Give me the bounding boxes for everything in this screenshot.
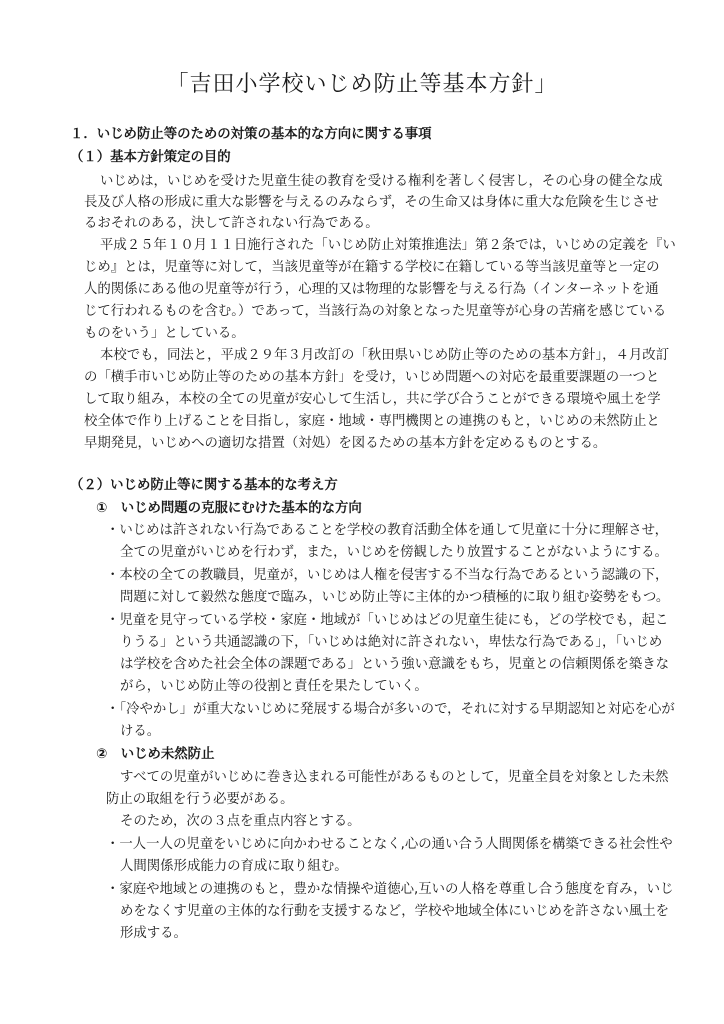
- bullet-line: ・児童を見守っている学校・家庭・地域が「いじめはどの児童生徒にも，どの学校でも，起こ: [106, 613, 669, 628]
- paragraph-line: 校全体で作り上げることを目指し，家庭・地域・専門機関との連携のもと，いじめの未然防止と: [84, 414, 660, 429]
- bullet-line: ・一人一人の児童をいじめに向かわせることなく,心の通い合う人間関係を構築できる社会性や: [106, 837, 673, 852]
- paragraph-line: の「横手市いじめ防止等のための基本方針」を受け，いじめ問題への対応を最重要課題の一つと: [84, 370, 660, 385]
- paragraph-line: るおそれのある，決して許されない行為である。: [84, 216, 379, 231]
- section-1-1-heading: （１）基本方針策定の目的: [70, 150, 231, 165]
- bullet-line: ・いじめは許されない行為であることを学校の教育活動全体を通して児童に十分に理解させ，: [106, 523, 669, 538]
- document-title: 「吉田小学校いじめ防止等基本方針」: [166, 72, 558, 97]
- paragraph-line: 長及び人格の形成に重大な影響を与えるのみならず，その生命又は身体に重大な危険を生じさせ: [84, 195, 659, 210]
- paragraph-line: そのため，次の３点を重点内容とする。: [120, 814, 361, 829]
- item-1-heading: ① いじめ問題の克服にむけた基本的な方向: [96, 501, 362, 516]
- section-1-heading: １．いじめ防止等のための対策の基本的な方向に関する事項: [70, 127, 432, 142]
- bullet-line: ける。: [120, 724, 161, 739]
- paragraph-line: 人的関係にある他の児童等が行う，心理的又は物理的な影響を与える行為（インターネットを通: [84, 282, 659, 297]
- bullet-line: ・本校の全ての教職員，児童が，いじめは人権を侵害する不当な行為であるという認識の下，: [106, 568, 669, 583]
- paragraph-line: すべての児童がいじめに巻き込まれる可能性があるものとして，児童全員を対象とした未然: [120, 770, 669, 785]
- paragraph-line: 本校でも，同法と，平成２９年３月改訂の「秋田県いじめ防止等のための基本方針」，４月改訂: [100, 348, 670, 363]
- paragraph-line: 早期発見，いじめへの適切な措置（対処）を図るための基本方針を定めるものとする。: [84, 436, 607, 451]
- bullet-line: 全ての児童がいじめを行わず，また，いじめを傍観したり放置することがないようにする。: [120, 545, 668, 560]
- bullet-line: ・「冷やかし」が重大ないじめに発展する場合が多いので，それに対する早期認知と対応を心が: [106, 702, 675, 717]
- paragraph-line: ものをいう」としている。: [84, 326, 245, 341]
- paragraph-line: じめ』とは，児童等に対して，当該児童等が在籍する学校に在籍している等当該児童等と一定の: [84, 260, 660, 275]
- paragraph-line: 防止の取組を行う必要がある。: [106, 792, 294, 807]
- paragraph-line: いじめは，いじめを受けた児童生徒の教育を受ける権利を著しく侵害し，その心身の健全な成: [100, 174, 663, 189]
- bullet-line: 問題に対して毅然な態度で臨み，いじめ防止等に主体的かつ積極的に取り組む姿勢をもつ。: [120, 590, 670, 605]
- bullet-line: 形成する。: [120, 926, 187, 941]
- bullet-line: がら，いじめ防止等の役割と責任を果たしていく。: [120, 679, 428, 694]
- paragraph-line: じて行われるものを含む。）であって，当該行為の対象となった児童等が心身の苦痛を感じている: [84, 304, 667, 319]
- paragraph-line: 平成２５年１０月１１日施行された「いじめ防止対策推進法」第２条では，いじめの定義を『い: [100, 238, 676, 253]
- bullet-line: ・家庭や地域との連携のもと，豊かな情操や道徳心,互いの人格を尊重し合う態度を育み，いじ: [106, 882, 674, 897]
- bullet-line: めをなくす児童の主体的な行動を支援するなど，学校や地域全体にいじめを許さない風土を: [120, 904, 670, 919]
- item-2-heading: ② いじめ未然防止: [96, 747, 215, 762]
- bullet-line: は学校を含めた社会全体の課題である」という強い意識をもち，児童との信頼関係を築きな: [120, 657, 670, 672]
- bullet-line: りうる」という共通認識の下，「いじめは絶対に許されない，卑怯な行為である」，「いじめ: [120, 635, 663, 650]
- paragraph-line: して取り組み，本校の全ての児童が安心して生活し，共に学び合うことができる環境や風土を学: [84, 392, 661, 407]
- section-1-2-heading: （２）いじめ防止等に関する基本的な考え方: [70, 478, 338, 493]
- bullet-line: 人間関係形成能力の育成に取り組む。: [120, 859, 348, 874]
